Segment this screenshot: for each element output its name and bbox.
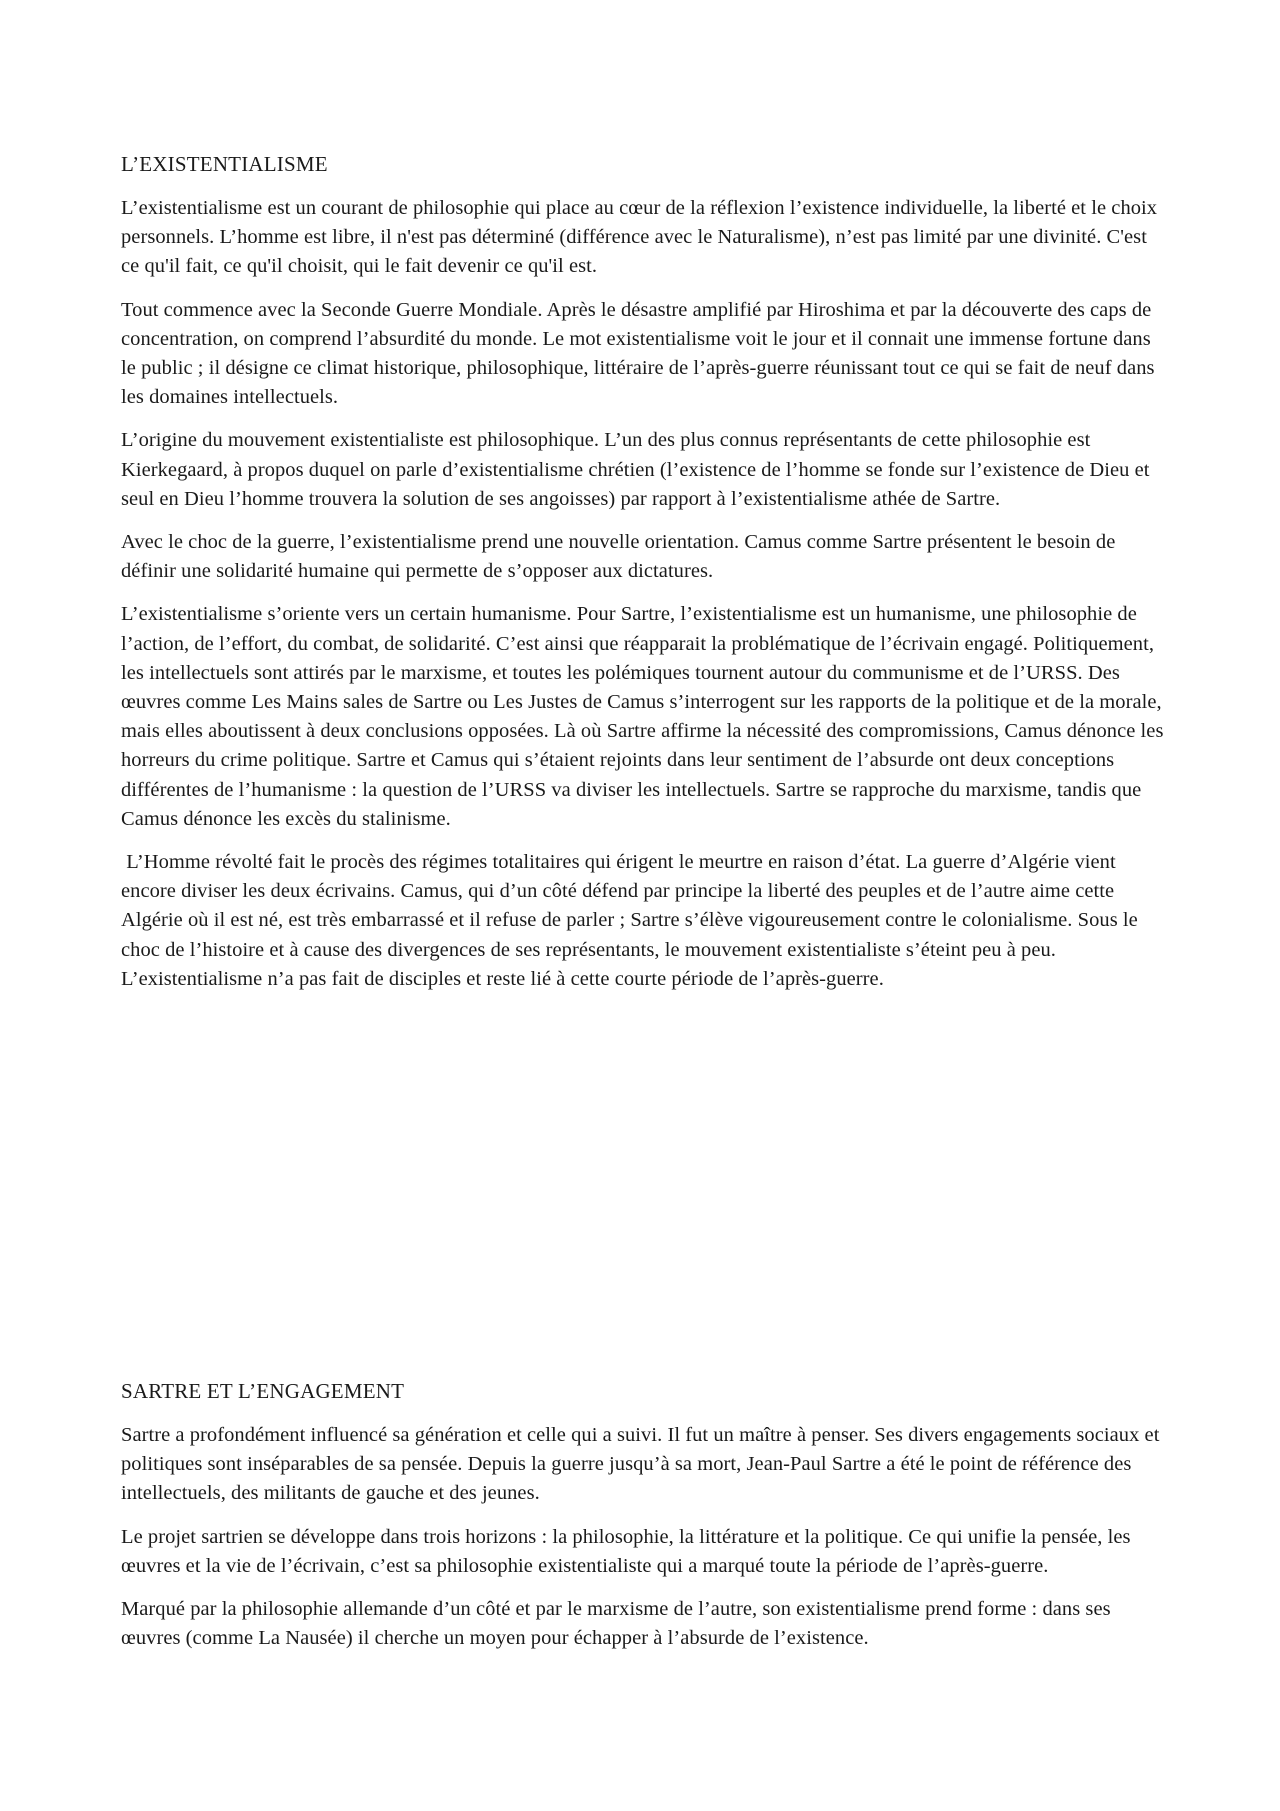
paragraph: Marqué par la philosophie allemande d’un côté et par le marxisme de l’autre, son existentialisme prend forme : dans ses œuvres (comme La Nausée) il cherche un moyen pour échapper à l’absurde de l’existence. <box>121 1598 1111 1650</box>
section-title: SARTRE ET L’ENGAGEMENT <box>121 1379 405 1403</box>
section-existentialisme <box>121 150 1166 994</box>
paragraph: L’Homme révolté fait le procès des régimes totalitaires qui érigent le meurtre en raison d’état. La guerre d’Algérie vient encore diviser les deux écrivains. Camus, qui d’un côté défend par principe la liberté des peuples et de l’autre aime cette Algérie où il est né, est très embarrassé et il refuse de parler ; Sartre s’élève vigoureusement contre le colonialisme. Sous le choc de l’histoire et à cause des divergences de ses représentants, le mouvement existentialiste s’éteint peu à peu. L’existentialisme n’a pas fait de disciples et reste lié à cette courte période de l’après-guerre. <box>121 851 1143 990</box>
paragraph: Le projet sartrien se développe dans trois horizons : la philosophie, la littérature et la politique. Ce qui unifie la pensée, les œuvres et la vie de l’écrivain, c’est sa philosophie existentialiste qui a marqué toute la période de l’après-guerre. <box>121 1525 1131 1577</box>
section-title: L’EXISTENTIALISME <box>121 152 328 176</box>
paragraph: Tout commence avec la Seconde Guerre Mondiale. Après le désastre amplifié par Hiroshima et par la découverte des caps de concentration, on comprend l’absurdité du monde. Le mot existentialisme voit le jour et il connait une immense fortune dans le public ; il désigne ce climat historique, philosophique, littéraire de l’après-guerre réunissant tout ce qui se fait de neuf dans les domaines intellectuels. <box>121 298 1155 409</box>
paragraph: Sartre a profondément influencé sa génération et celle qui a suivi. Il fut un maître à penser. Ses divers engagements sociaux et politiques sont inséparables de sa pensée. Depuis la guerre jusqu’à sa mort, Jean-Paul Sartre a été le point de référence des intellectuels, des militants de gauche et des jeunes. <box>121 1424 1160 1505</box>
paragraph: L’existentialisme est un courant de philosophie qui place au cœur de la réflexion l’existence individuelle, la liberté et le choix personnels. L’homme est libre, il n'est pas déterminé (différence avec le Naturalisme), n’est pas limité par une divinité. C'est ce qu'il fait, ce qu'il choisit, qui le fait devenir ce qu'il est. <box>121 197 1158 278</box>
paragraph: L’existentialisme s’oriente vers un certain humanisme. Pour Sartre, l’existentialisme est un humanisme, une philosophie de l’action, de l’effort, du combat, de solidarité. C’est ainsi que réapparait la problématique de l’écrivain engagé. Politiquement, les intellectuels sont attirés par le marxisme, et toutes les polémiques tournent autour du communisme et de l’URSS. Des œuvres comme Les Mains sales de Sartre ou Les Justes de Camus s’interrogent sur les rapports de la politique et de la morale, mais elles aboutissent à deux conclusions opposées. Là où Sartre affirme la nécessité des compromissions, Camus dénonce les horreurs du crime politique. Sartre et Camus qui s’étaient rejoints dans leur sentiment de l’absurde ont deux conceptions différentes de l’humanisme : la question de l’URSS va diviser les intellectuels. Sartre se rapproche du marxisme, tandis que Camus dénonce les excès du stalinisme. <box>121 603 1164 830</box>
section-sartre-engagement <box>121 1377 1166 1653</box>
paragraph: Avec le choc de la guerre, l’existentialisme prend une nouvelle orientation. Camus comme Sartre présentent le besoin de définir une solidarité humaine qui permette de s’opposer aux dictatures. <box>121 531 1116 583</box>
paragraph: L’origine du mouvement existentialiste est philosophique. L’un des plus connus représentants de cette philosophie est Kierkegaard, à propos duquel on parle d’existentialisme chrétien (l’existence de l’homme se fonde sur l’existence de Dieu et seul en Dieu l’homme trouvera la solution de ses angoisses) par rapport à l’existentialisme athée de Sartre. <box>121 429 1150 510</box>
